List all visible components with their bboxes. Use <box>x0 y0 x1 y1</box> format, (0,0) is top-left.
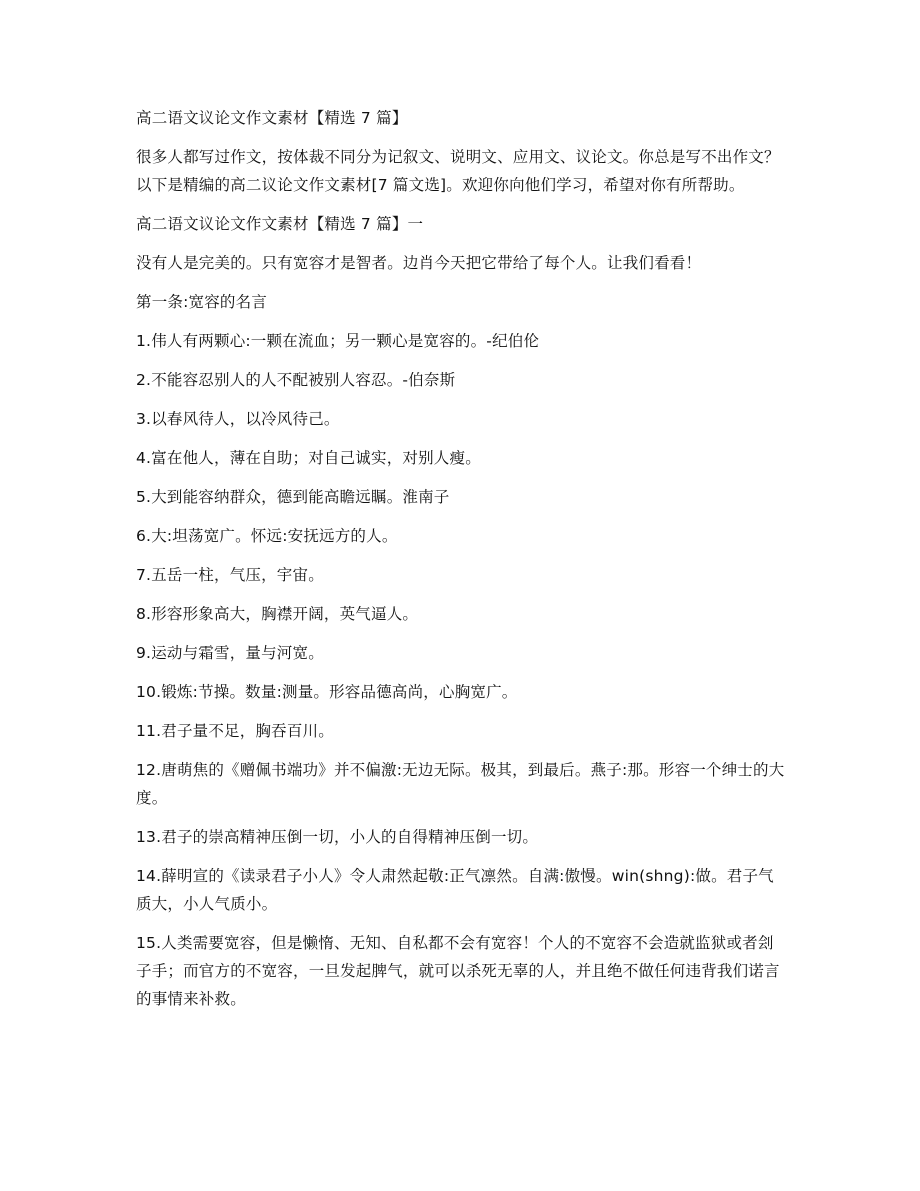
quote-item: 4.富在他人，薄在自助；对自己诚实，对别人瘦。 <box>136 449 481 467</box>
quote-item: 3.以春风待人，以冷风待己。 <box>136 410 340 428</box>
quote-item: 14.薛明宣的《读录君子小人》令人肃然起敬:正气凛然。自满:傲慢。win(shng):做。君子气质大，小人气质小。 <box>136 867 774 913</box>
quote-item: 7.五岳一柱，气压，宇宙。 <box>136 566 324 584</box>
quote-item: 11.君子量不足，胸吞百川。 <box>136 722 334 740</box>
intro-paragraph: 很多人都写过作文，按体裁不同分为记叙文、说明文、应用文、议论文。你总是写不出作文？以下是精编的高二议论文作文素材[7 篇文选]。欢迎你向他们学习，希望对你有所帮助。 <box>136 148 780 194</box>
quote-item: 12.唐萌焦的《赠佩书端功》并不偏激:无边无际。极其，到最后。燕子:那。形容一个绅士的大度。 <box>136 761 785 807</box>
quote-item: 9.运动与霜雪，量与河宽。 <box>136 644 324 662</box>
quote-item: 2.不能容忍别人的人不配被别人容忍。-伯奈斯 <box>136 371 456 389</box>
quote-item: 15.人类需要宽容，但是懒惰、无知、自私都不会有宽容！个人的不宽容不会造就监狱或者刽子手；而官方的不宽容，一旦发起脾气，就可以杀死无辜的人，并且绝不做任何违背我们诺言的事情来补救。 <box>136 934 780 1008</box>
quote-item: 13.君子的崇高精神压倒一切，小人的自得精神压倒一切。 <box>136 828 539 846</box>
subheading: 第一条:宽容的名言 <box>136 293 268 311</box>
section-title: 高二语文议论文作文素材【精选 7 篇】一 <box>136 215 424 233</box>
quote-item: 8.形容形象高大，胸襟开阔，英气逼人。 <box>136 605 419 623</box>
document-title: 高二语文议论文作文素材【精选 7 篇】 <box>136 109 408 127</box>
quote-item: 5.大到能容纳群众，德到能高瞻远瞩。淮南子 <box>136 488 450 506</box>
quote-item: 10.锻炼:节操。数量:测量。形容品德高尚，心胸宽广。 <box>136 683 518 701</box>
quote-item: 1.伟人有两颗心:一颗在流血；另一颗心是宽容的。-纪伯伦 <box>136 332 540 350</box>
opening-paragraph: 没有人是完美的。只有宽容才是智者。边肖今天把它带给了每个人。让我们看看！ <box>136 254 702 272</box>
document-body <box>136 104 786 1024</box>
quote-item: 6.大:坦荡宽广。怀远:安抚远方的人。 <box>136 527 398 545</box>
